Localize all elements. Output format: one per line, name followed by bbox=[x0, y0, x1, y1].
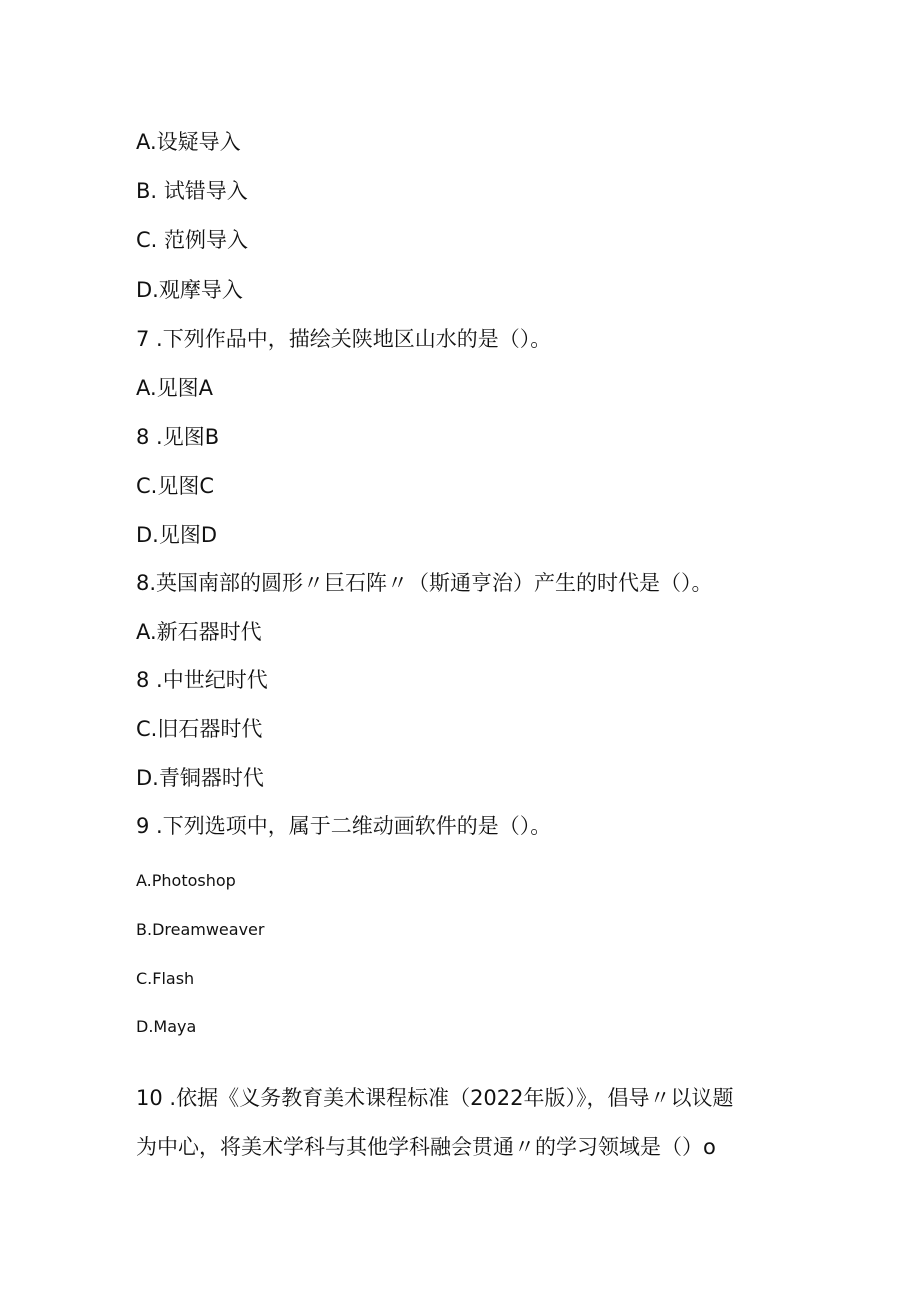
q6-option-b: B. 试错导入 bbox=[136, 179, 248, 203]
q6-option-a: A.设疑导入 bbox=[136, 130, 241, 154]
q9-option-b: B.Dreamweaver bbox=[136, 920, 265, 939]
q7-stem: 7 .下列作品中，描绘关陕地区山水的是（）。 bbox=[136, 327, 552, 351]
q7-option-a: A.见图A bbox=[136, 376, 214, 400]
q10-stem-line-1: 10 .依据《义务教育美术课程标准（2022年版）》，倡导〃以议题 bbox=[136, 1086, 734, 1110]
q6-option-c: C. 范例导入 bbox=[136, 228, 249, 252]
q8-stem: 8.英国南部的圆形〃巨石阵〃（斯通亨治）产生的时代是（）。 bbox=[136, 571, 713, 595]
q7-option-b: 8 .见图B bbox=[136, 425, 220, 449]
q8-option-c: C.旧石器时代 bbox=[136, 717, 263, 741]
q9-option-a: A.Photoshop bbox=[136, 871, 236, 890]
q8-option-d: D.青铜器时代 bbox=[136, 766, 264, 790]
q9-stem: 9 .下列选项中，属于二维动画软件的是（）。 bbox=[136, 814, 552, 838]
q7-option-d: D.见图D bbox=[136, 523, 218, 547]
q10-stem-line-2: 为中心，将美术学科与其他学科融会贯通〃的学习领域是（）o bbox=[136, 1135, 716, 1159]
q7-option-c: C.见图C bbox=[136, 474, 215, 498]
q9-option-c: C.Flash bbox=[136, 969, 195, 988]
q6-option-d: D.观摩导入 bbox=[136, 278, 243, 302]
q8-option-a: A.新石器时代 bbox=[136, 620, 262, 644]
q9-option-d: D.Maya bbox=[136, 1017, 197, 1036]
q8-option-b: 8 .中世纪时代 bbox=[136, 668, 268, 692]
